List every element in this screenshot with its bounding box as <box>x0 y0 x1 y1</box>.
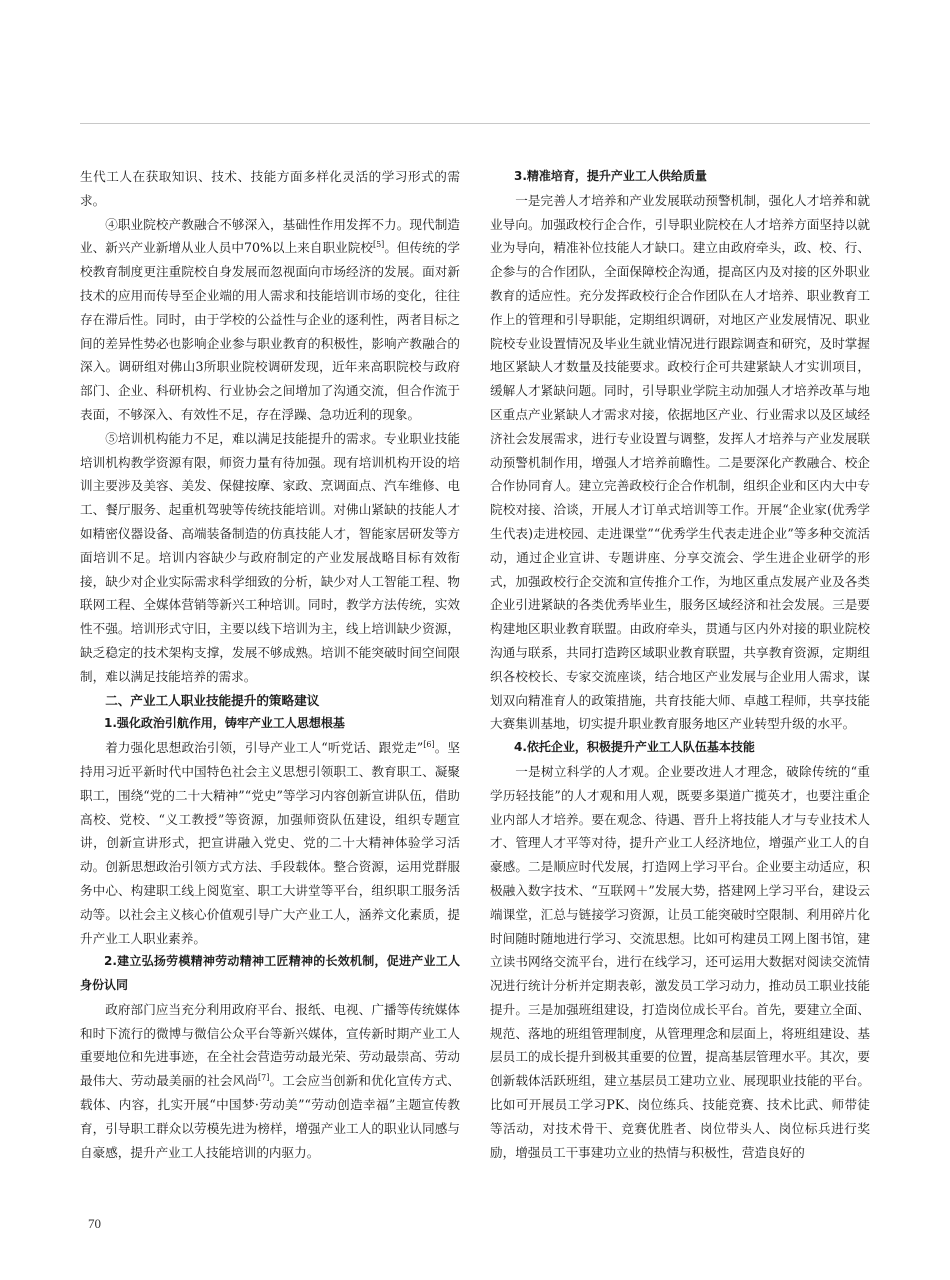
paragraph: ⑤培训机构能力不足，难以满足技能提升的需求。专业职业技能培训机构教学资源有限，师资力量有待加强。现有培训机构开设的培训主要涉及美容、美发、保健按摩、家政、烹调面点、汽车维修、电工、餐厅服务、起重机驾驶等传统技能培训。对佛山紧缺的技能人才如精密仪器设备、高端装备制造的仿真技能人才，智能家居研发等方面培训不足。培训内容缺少与政府制定的产业发展战略目标有效衔接，缺少对企业实际需求科学细致的分析，缺少对人工智能工程、物联网工程、全媒体营销等新兴工种培训。同时，教学方法传统，实效性不强。培训形式守旧，主要以线下培训为主，线上培训缺少资源，缺乏稳定的技术架构支撑，发展不够成熟。培训不能突破时间空间限制，难以满足技能培养的需求。 <box>80 430 460 684</box>
right-column <box>490 165 870 1164</box>
paragraph: 一是树立科学的人才观。企业要改进人才理念，破除传统的“重学历轻技能”的人才观和用人观，既要多渠道广揽英才，也要注重企业内部人才培养。要在观念、待遇、晋升上将技能人才与专业技术人才、管理人才平等对待，提升产业工人经济地位，增强产业工人的自豪感。二是顺应时代发展，打造网上学习平台。企业要主动适应，积极融入数字技术、“互联网＋”发展大势，搭建网上学习平台，建设云端课堂，汇总与链接学习资源，让员工能突破时空限制、利用碎片化时间随时随地进行学习、交流思想。比如可构建员工网上图书馆，建立读书网络交流平台，进行在线学习，还可运用大数据对阅读交流情况进行统计分析并定期表彰，激发员工学习动力，推动员工职业技能提升。三是加强班组建设，打造岗位成长平台。首先，要建立全面、规范、落地的班组管理制度，从管理理念和层面上，将班组建设、基层员工的成长提升到极其重要的位置，提高基层管理水平。其次，要创新载体活跃班组，建立基层员工建功立业、展现职业技能的平台。比如可开展员工学习PK、岗位练兵、技能竞赛、技术比武、师带徒等活动，对技术骨干、竞赛优胜者、岗位带头人、岗位标兵进行奖励，增强员工干事建功立业的热情与积极性，营造良好的 <box>490 763 870 1160</box>
paragraph: ④职业院校产教融合不够深入，基础性作用发挥不力。现代制造业、新兴产业新增从业人员中70%以上来自职业院校[5]。但传统的学校教育制度更注重院校自身发展而忽视面向市场经济的发展。面对新技术的应用而传导至企业端的用人需求和技能培训市场的变化，往往存在滞后性。同时，由于学校的公益性与企业的逐利性，两者目标之间的差异性势必也影响企业参与职业教育的积极性，影响产教融合的深入。调研组对佛山3所职业院校调研发现，近年来高职院校与政府部门、企业、科研机构、行业协会之间增加了沟通交流，但合作流于表面，不够深入、有效性不足，存在浮躁、急功近利的现象。 <box>80 216 460 422</box>
paragraph: 一是完善人才培养和产业发展联动预警机制，强化人才培养和就业导向。加强政校行企合作，引导职业院校在人才培养方面坚持以就业为导向，精准补位技能人才缺口。建立由政府牵头，政、校、行、企参与的合作团队，全面保障校企沟通，提高区内及对接的区外职业教育的适应性。充分发挥政校行企合作团队在人才培养、职业教育工作上的管理和引导职能，定期组织调研，对地区产业发展情况、职业院校专业设置情况及毕业生就业情况进行跟踪调查和研究，及时掌握地区紧缺人才数量及技能要求。政校行企可共建紧缺人才实训项目，缓解人才紧缺问题。同时，引导职业学院主动加强人才培养改革与地区重点产业紧缺人才需求对接，依据地区产业、行业需求以及区域经济社会发展需求，进行专业设置与调整，发挥人才培养与产业发展联动预警机制作用，增强人才培养前瞻性。二是要深化产教融合、校企合作协同育人。建立完善政校行企合作机制，组织企业和区内大中专院校对接、洽谈，开展人才订单式培训等工作。开展“企业家(优秀学生代表)走进校园、走进课堂”“优秀学生代表走进企业”等多种交流活动，通过企业宣讲、专题讲座、分享交流会、学生进企业研学的形式，加强政校行企交流和宣传推介工作，为地区重点发展产业及各类企业引进紧缺的各类优秀毕业生，服务区域经济和社会发展。三是要构建地区职业教育联盟。由政府牵头，贯通与区内外对接的职业院校沟通与联系，共同打造跨区域职业教育联盟，共享教育资源，定期组织各校校长、专家交流座谈，结合地区产业发展与企业用人需求，谋划双向精准育人的政策措施，共育技能大师、卓越工程师，共享技能大赛集训基地，切实提升职业教育服务地区产业转型升级的水平。 <box>490 192 870 732</box>
left-column <box>80 165 460 1164</box>
paragraph: 政府部门应当充分利用政府平台、报纸、电视、广播等传统媒体和时下流行的微博与微信公众平台等新兴媒体，宣传新时期产业工人重要地位和先进事迹，在全社会营造劳动最光荣、劳动最崇高、劳动最伟大、劳动最美丽的社会风尚[7]。工会应当创新和优化宣传方式、载体、内容，扎实开展“中国梦·劳动美”“劳动创造幸福”主题宣传教育，引导职工群众以劳模先进为榜样，增强产业工人的职业认同感与自豪感，提升产业工人技能培训的内驱力。 <box>80 1001 461 1160</box>
subsection-heading: 2.建立弘扬劳模精神劳动精神工匠精神的长效机制，促进产业工人身份认同 <box>80 954 460 993</box>
subsection-heading: 1.强化政治引航作用，铸牢产业工人思想根基 <box>104 716 345 731</box>
section-heading: 二、产业工人职业技能提升的策略建议 <box>105 692 320 708</box>
citation: [5] <box>372 240 385 250</box>
page-number: 70 <box>88 1216 101 1231</box>
citation: [6] <box>423 739 435 749</box>
paragraph: 生代工人在获取知识、技术、技能方面多样化灵活的学习形式的需求。 <box>80 169 460 208</box>
paragraph: 着力强化思想政治引领，引导产业工人“听党话、跟党走”[6]。坚持用习近平新时代中国特色社会主义思想引领职工、教育职工、凝聚职工，围绕“党的二十大精神”“党史”等学习内容创新宣讲队伍，借助高校、党校、“义工教授”等资源，加强师资队伍建设，组织专题宣讲，创新宣讲形式，把宣讲融入党史、党的二十大精神体验学习活动。创新思想政治引领方式方法、手段载体。整合资源，运用党群服务中心、构建职工线上阅览室、职工大讲堂等平台，组织职工服务活动等。以社会主义核心价值观引导广大产业工人，涵养文化素质，提升产业工人职业素养。 <box>80 739 460 946</box>
subsection-heading: 4.依托企业，积极提升产业工人队伍基本技能 <box>514 740 755 755</box>
subsection-heading: 3.精准培育，提升产业工人供给质量 <box>514 169 707 183</box>
header-rule <box>80 123 870 124</box>
citation: [7] <box>257 1073 270 1083</box>
